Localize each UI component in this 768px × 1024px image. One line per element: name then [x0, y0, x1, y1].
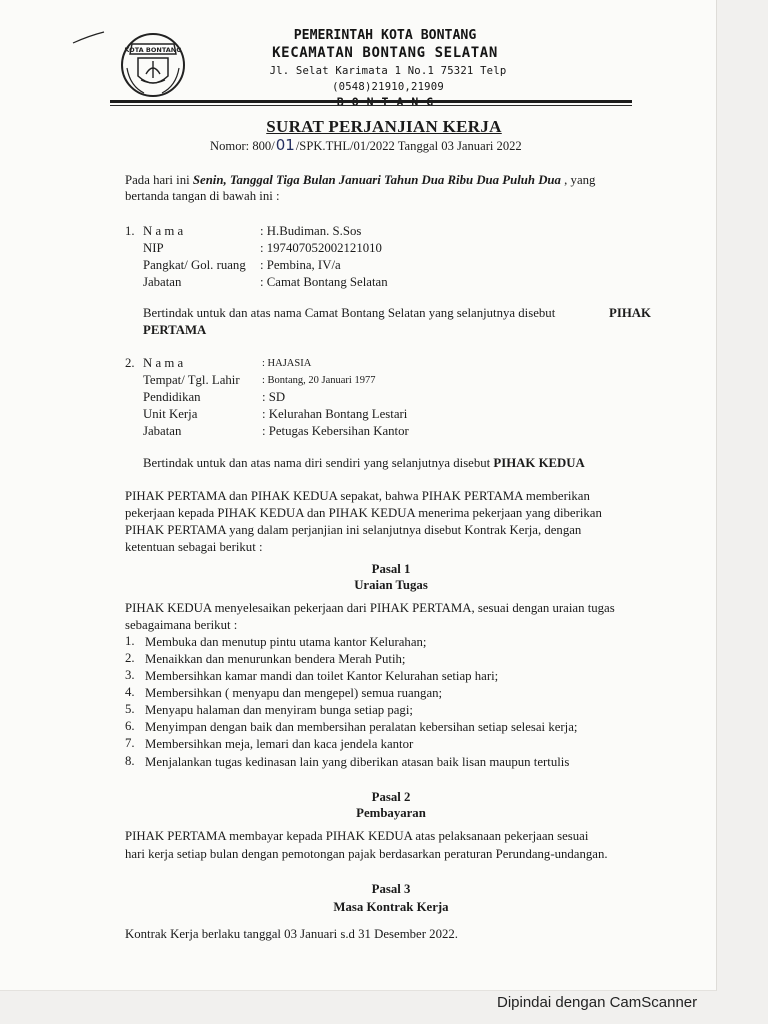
task-item: Membersihkan ( menyapu dan mengepel) semua ruangan;	[145, 686, 443, 700]
party1-value: : H.Budiman. S.Sos	[260, 224, 362, 238]
intro-line-2: bertanda tangan di bawah ini :	[125, 189, 280, 203]
party1-number: 1.	[125, 224, 135, 238]
task-number: 6.	[125, 719, 135, 733]
pasal3-subtitle: Masa Kontrak Kerja	[333, 900, 449, 914]
party2-label: N a m a	[143, 356, 184, 370]
party2-value: : Kelurahan Bontang Lestari	[262, 407, 408, 421]
party2-label: Unit Kerja	[143, 407, 198, 421]
party1-label: NIP	[143, 241, 164, 255]
government-name: PEMERINTAH KOTA BONTANG	[293, 28, 477, 43]
task-number: 1.	[125, 634, 135, 648]
task-item: Menyimpan dengan baik dan membersihan peralatan kebersihan setiap selesai kerja;	[145, 720, 578, 734]
task-number: 4.	[125, 685, 135, 699]
pasal1-title: Pasal 1	[371, 562, 411, 576]
letterhead	[205, 27, 565, 110]
party2-statement: Bertindak untuk dan atas nama diri sendiri yang selanjutnya disebut PIHAK KEDUA	[143, 456, 585, 470]
pasal2-title: Pasal 2	[371, 790, 411, 804]
party1-value: : 197407052002121010	[260, 241, 382, 255]
party1-label: N a m a	[143, 224, 184, 238]
party1-value: : Pembina, IV/a	[260, 258, 341, 272]
emblem-label: KOTA BONTANG	[124, 46, 182, 54]
party1-label: Jabatan	[143, 275, 182, 289]
party1-statement: Bertindak untuk dan atas nama Camat Bontang Selatan yang selanjutnya disebut PIHAK	[143, 306, 651, 320]
pasal3-title: Pasal 3	[371, 882, 411, 896]
pasal1-subtitle: Uraian Tugas	[354, 578, 428, 592]
party1-value: : Camat Bontang Selatan	[260, 275, 388, 289]
agreement-line: PIHAK PERTAMA yang dalam perjanjian ini selanjutnya disebut Kontrak Kerja, dengan	[125, 523, 582, 537]
task-number: 2.	[125, 651, 135, 665]
party2-value: : HAJASIA	[262, 358, 312, 369]
city-emblem-icon	[118, 28, 188, 98]
agreement-line: PIHAK PERTAMA dan PIHAK KEDUA sepakat, bahwa PIHAK PERTAMA memberikan	[125, 489, 590, 503]
district-name: KECAMATAN BONTANG SELATAN	[272, 45, 498, 61]
party2-value: : Petugas Kebersihan Kantor	[262, 424, 409, 438]
intro-paragraph: Pada hari ini Senin, Tanggal Tiga Bulan Januari Tahun Dua Ribu Dua Puluh Dua , yang	[125, 173, 596, 187]
task-number: 7.	[125, 736, 135, 750]
handwritten-number: 01	[275, 136, 295, 154]
party2-label: Pendidikan	[143, 390, 201, 404]
task-item: Membuka dan menutup pintu utama kantor Kelurahan;	[145, 635, 427, 649]
party2-number: 2.	[125, 356, 135, 370]
task-number: 5.	[125, 702, 135, 716]
agreement-line: pekerjaan kepada PIHAK KEDUA dan PIHAK KEDUA menerima pekerjaan yang diberikan	[125, 506, 602, 520]
letterhead-thick-rule	[110, 100, 632, 103]
scanner-watermark: Dipindai dengan CamScanner	[497, 994, 698, 1011]
pasal1-intro: sebagaimana berikut :	[125, 618, 238, 632]
pasal2-subtitle: Pembayaran	[356, 806, 426, 820]
task-number: 8.	[125, 754, 135, 768]
letterhead-thin-rule	[110, 105, 632, 106]
task-item: Membersihkan meja, lemari dan kaca jendela kantor	[145, 737, 414, 751]
document-title: SURAT PERJANJIAN KERJA	[266, 117, 502, 136]
document-number: Nomor: 800/01/SPK.THL/01/2022 Tanggal 03 Januari 2022	[210, 136, 522, 154]
task-item: Menjalankan tugas kedinasan lain yang diberikan atasan baik lisan maupun tertulis	[145, 755, 570, 769]
agreement-line: ketentuan sebagai berikut :	[125, 540, 263, 554]
pen-mark	[72, 30, 112, 46]
party2-value: : SD	[262, 390, 286, 404]
party1-label: Pangkat/ Gol. ruang	[143, 258, 246, 272]
party2-value: : Bontang, 20 Januari 1977	[262, 375, 376, 386]
office-address: Jl. Selat Karimata 1 No.1 75321 Telp (0548)21910,21909	[269, 65, 507, 93]
pasal3-text: Kontrak Kerja berlaku tanggal 03 Januari s.d 31 Desember 2022.	[125, 927, 458, 941]
task-item: Menaikkan dan menurunkan bendera Merah Putih;	[145, 652, 406, 666]
task-number: 3.	[125, 668, 135, 682]
task-item: Menyapu halaman dan menyiram bunga setiap pagi;	[145, 703, 413, 717]
party2-label: Tempat/ Tgl. Lahir	[143, 373, 240, 387]
party1-statement-end: PERTAMA	[143, 323, 207, 337]
pasal1-intro: PIHAK KEDUA menyelesaikan pekerjaan dari PIHAK PERTAMA, sesuai dengan uraian tugas	[125, 601, 615, 615]
party2-label: Jabatan	[143, 424, 182, 438]
pasal2-line: hari kerja setiap bulan dengan pemotongan pajak berdasarkan peraturan Perundang-undangan.	[125, 847, 608, 861]
task-item: Membersihkan kamar mandi dan toilet Kantor Kelurahan setiap hari;	[145, 669, 499, 683]
pasal2-line: PIHAK PERTAMA membayar kepada PIHAK KEDUA atas pelaksanaan pekerjaan sesuai	[125, 829, 589, 843]
